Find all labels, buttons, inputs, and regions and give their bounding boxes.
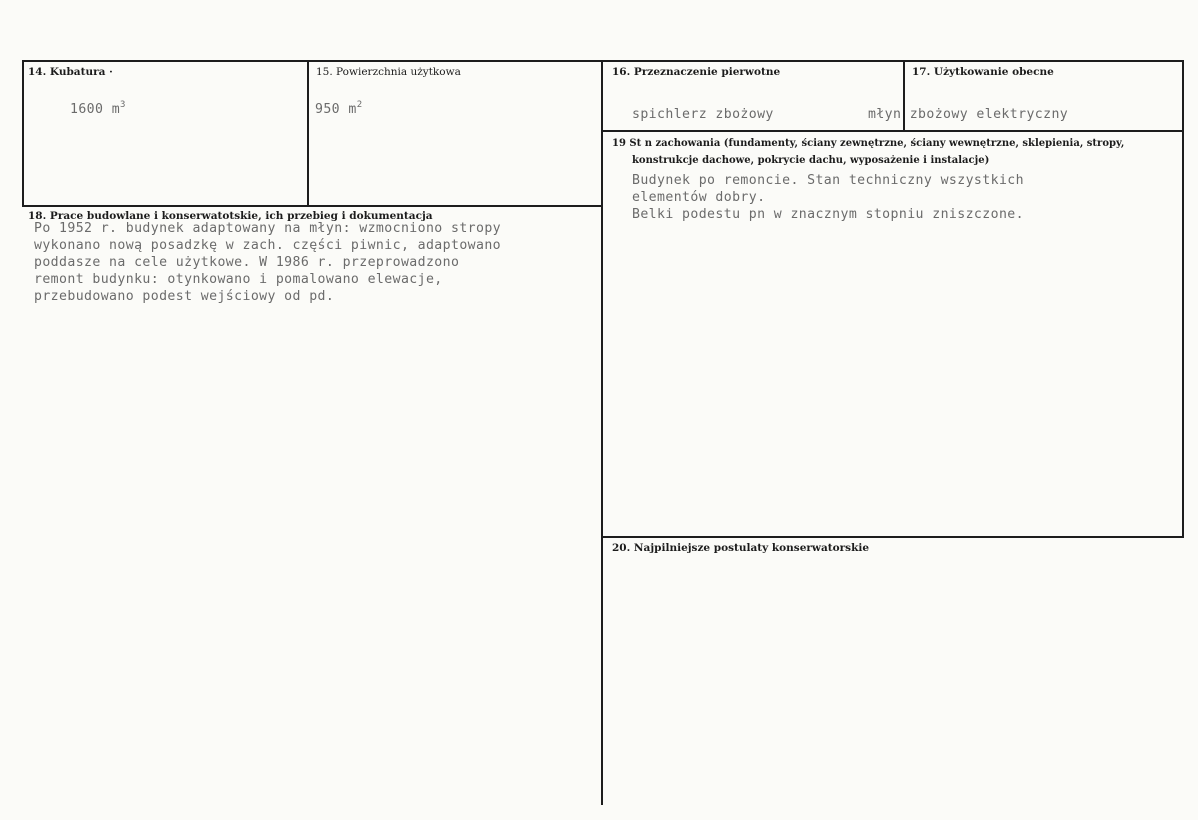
field-15-value <box>315 101 363 118</box>
left-rule <box>22 60 24 207</box>
field-14-label: 14. Kubatura · <box>28 66 113 78</box>
field-19-line-2: elementów dobry. <box>632 190 766 205</box>
field-17-value: młyn zbożowy elektryczny <box>868 107 1069 122</box>
field-18-line-5: przebudowano podest wejściowy od pd. <box>34 289 335 304</box>
field-19-line-1: Budynek po remoncie. Stan techniczny wszystkich <box>632 173 1024 188</box>
right-rule <box>1182 60 1184 538</box>
field-15-label: 15. Powierzchnia użytkowa <box>316 66 461 78</box>
field-18-line-3: poddasze na cele użytkowe. W 1986 r. przeprowadzono <box>34 255 460 270</box>
field-18-line-2: wykonano nową posadzkę w zach. części piwnic, adaptowano <box>34 238 502 253</box>
field-19-label-line-1: 19 St n zachowania (fundamenty, ściany zewnętrzne, ściany wewnętrzne, sklepienia, stropy, <box>612 138 1125 149</box>
field-19-line-3: Belki podestu pn w znacznym stopniu zniszczone. <box>632 207 1024 222</box>
rule-above-field-20 <box>603 536 1184 538</box>
rule-below-field-16-17 <box>603 130 1184 132</box>
field-15-value-text: 950 m <box>315 102 357 117</box>
field-15-unit-sup: 2 <box>356 100 363 110</box>
field-16-label: 16. Przeznaczenie pierwotne <box>612 66 781 78</box>
divider-14-15 <box>307 60 309 207</box>
field-19-label-line-2: konstrukcje dachowe, pokrycie dachu, wyposażenie i instalacje) <box>632 155 990 166</box>
field-14-value <box>70 101 126 118</box>
field-16-value: spichlerz zbożowy <box>632 107 774 122</box>
field-20-label: 20. Najpilniejsze postulaty konserwatorskie <box>612 542 870 554</box>
field-14-value-text: 1600 m <box>70 102 121 117</box>
top-rule <box>22 60 1184 62</box>
field-18-line-4: remont budynku: otynkowano i pomalowano elewacje, <box>34 272 443 287</box>
field-18-label: 18. Prace budowlane i konserwatotskie, ich przebieg i dokumentacja <box>28 210 433 222</box>
field-17-label: 17. Użytkowanie obecne <box>912 66 1054 78</box>
field-18-line-1: Po 1952 r. budynek adaptowany na młyn: wzmocniono stropy <box>34 221 502 236</box>
field-14-unit-sup: 3 <box>120 100 126 110</box>
center-divider <box>601 60 603 805</box>
rule-below-field-14-15 <box>22 205 602 207</box>
